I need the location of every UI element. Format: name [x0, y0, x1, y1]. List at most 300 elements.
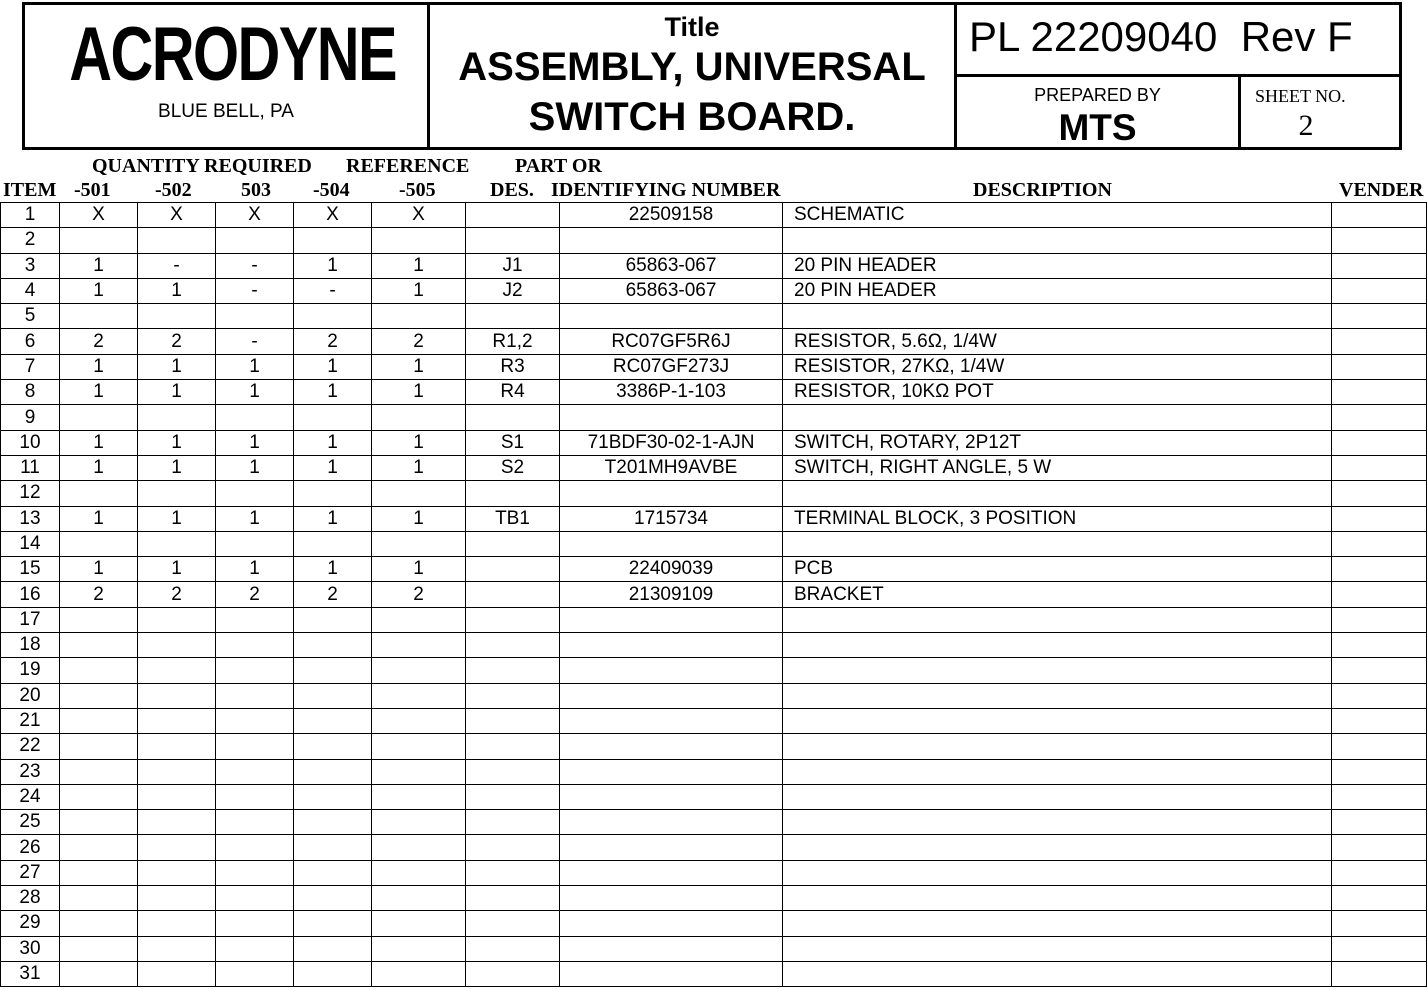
cell-vender	[1332, 430, 1427, 455]
cell-item: 10	[1, 430, 60, 455]
cell-part-number: RC07GF5R6J	[560, 329, 783, 354]
cell-qty-505	[372, 936, 466, 961]
cell-part-number	[560, 708, 783, 733]
table-row	[1, 405, 1427, 430]
cell-qty-504	[294, 759, 372, 784]
cell-item: 2	[1, 228, 60, 253]
cell-qty-503	[216, 835, 294, 860]
cell-description: RESISTOR, 10KΩ POT	[783, 380, 1332, 405]
cell-qty-503: 1	[216, 557, 294, 582]
cell-qty-505: 1	[372, 278, 466, 303]
cell-ref-des	[466, 304, 560, 329]
cell-description	[783, 228, 1332, 253]
cell-qty-503: X	[216, 203, 294, 228]
cell-qty-501: 1	[60, 278, 138, 303]
cell-description: TERMINAL BLOCK, 3 POSITION	[783, 506, 1332, 531]
cell-vender	[1332, 633, 1427, 658]
table-row	[1, 329, 1427, 354]
cell-qty-505	[372, 531, 466, 556]
cell-description	[783, 607, 1332, 632]
cell-qty-502: X	[138, 203, 216, 228]
cell-qty-505: 1	[372, 557, 466, 582]
cell-qty-501: 1	[60, 455, 138, 480]
cell-item: 29	[1, 911, 60, 936]
cell-qty-504	[294, 835, 372, 860]
cell-vender	[1332, 380, 1427, 405]
table-row	[1, 430, 1427, 455]
cell-qty-503	[216, 734, 294, 759]
table-row	[1, 228, 1427, 253]
cell-ref-des	[466, 228, 560, 253]
part-list-box	[957, 5, 1399, 77]
cell-qty-501: 1	[60, 253, 138, 278]
cell-item: 17	[1, 607, 60, 632]
cell-qty-501: 2	[60, 582, 138, 607]
cell-qty-504: 1	[294, 380, 372, 405]
cell-qty-502: 2	[138, 582, 216, 607]
cell-part-number	[560, 961, 783, 986]
cell-ref-des: J1	[466, 253, 560, 278]
company-cell	[25, 5, 430, 147]
cell-ref-des	[466, 810, 560, 835]
cell-vender	[1332, 455, 1427, 480]
cell-qty-505: 2	[372, 329, 466, 354]
title-line-2: SWITCH BOARD.	[528, 95, 856, 139]
cell-description	[783, 784, 1332, 809]
cell-qty-502	[138, 633, 216, 658]
cell-qty-505	[372, 683, 466, 708]
cell-vender	[1332, 557, 1427, 582]
cell-part-number: RC07GF273J	[560, 354, 783, 379]
cell-qty-503: 1	[216, 430, 294, 455]
cell-qty-503	[216, 708, 294, 733]
title-label: Title	[664, 12, 720, 42]
cell-item: 28	[1, 886, 60, 911]
cell-description: RESISTOR, 5.6Ω, 1/4W	[783, 329, 1332, 354]
cell-item: 7	[1, 354, 60, 379]
cell-qty-502	[138, 936, 216, 961]
cell-qty-505: 1	[372, 455, 466, 480]
cell-qty-502: 2	[138, 329, 216, 354]
cell-part-number	[560, 911, 783, 936]
cell-qty-501	[60, 405, 138, 430]
cell-qty-503	[216, 607, 294, 632]
cell-description	[783, 936, 1332, 961]
cell-qty-504	[294, 860, 372, 885]
cell-qty-502	[138, 759, 216, 784]
cell-vender	[1332, 759, 1427, 784]
table-row	[1, 380, 1427, 405]
cell-item: 24	[1, 784, 60, 809]
cell-vender	[1332, 835, 1427, 860]
cell-qty-503: 2	[216, 582, 294, 607]
cell-qty-502: 1	[138, 430, 216, 455]
table-row	[1, 683, 1427, 708]
cell-ref-des: S1	[466, 430, 560, 455]
cell-item: 30	[1, 936, 60, 961]
cell-vender	[1332, 708, 1427, 733]
cell-qty-502	[138, 228, 216, 253]
header-reference: REFERENCE	[346, 155, 470, 177]
cell-description	[783, 759, 1332, 784]
cell-qty-504	[294, 886, 372, 911]
cell-qty-505	[372, 911, 466, 936]
cell-item: 4	[1, 278, 60, 303]
cell-vender	[1332, 304, 1427, 329]
cell-qty-501	[60, 911, 138, 936]
cell-description	[783, 405, 1332, 430]
cell-qty-501	[60, 683, 138, 708]
table-row	[1, 278, 1427, 303]
cell-ref-des	[466, 607, 560, 632]
cell-qty-504	[294, 911, 372, 936]
header-des: DES.	[490, 179, 534, 201]
info-cell	[957, 5, 1399, 147]
cell-qty-504: -	[294, 278, 372, 303]
cell-item: 6	[1, 329, 60, 354]
cell-qty-505: 1	[372, 506, 466, 531]
bom-table	[0, 202, 1427, 987]
cell-vender	[1332, 961, 1427, 986]
table-row	[1, 253, 1427, 278]
cell-qty-501: 1	[60, 354, 138, 379]
cell-item: 22	[1, 734, 60, 759]
cell-qty-501	[60, 961, 138, 986]
cell-vender	[1332, 784, 1427, 809]
table-row	[1, 633, 1427, 658]
table-row	[1, 582, 1427, 607]
cell-ref-des	[466, 784, 560, 809]
cell-ref-des	[466, 203, 560, 228]
company-location: BLUE BELL, PA	[158, 101, 294, 122]
table-row	[1, 936, 1427, 961]
cell-qty-503: 1	[216, 506, 294, 531]
cell-qty-503	[216, 860, 294, 885]
cell-qty-504	[294, 531, 372, 556]
cell-qty-502: 1	[138, 557, 216, 582]
header-504: -504	[313, 179, 350, 201]
table-row	[1, 734, 1427, 759]
cell-item: 20	[1, 683, 60, 708]
cell-qty-503	[216, 810, 294, 835]
cell-ref-des	[466, 405, 560, 430]
cell-qty-501	[60, 481, 138, 506]
cell-item: 14	[1, 531, 60, 556]
cell-qty-503	[216, 784, 294, 809]
cell-vender	[1332, 531, 1427, 556]
cell-qty-502	[138, 911, 216, 936]
cell-item: 31	[1, 961, 60, 986]
cell-part-number	[560, 734, 783, 759]
cell-qty-501	[60, 228, 138, 253]
cell-qty-505	[372, 860, 466, 885]
cell-qty-503	[216, 633, 294, 658]
cell-qty-501	[60, 810, 138, 835]
prepared-by-label: PREPARED BY	[1034, 85, 1161, 105]
cell-item: 16	[1, 582, 60, 607]
cell-vender	[1332, 658, 1427, 683]
cell-vender	[1332, 582, 1427, 607]
cell-description: RESISTOR, 27KΩ, 1/4W	[783, 354, 1332, 379]
table-row	[1, 784, 1427, 809]
cell-qty-503	[216, 759, 294, 784]
cell-qty-504	[294, 633, 372, 658]
bom-table-body	[1, 203, 1427, 987]
table-row	[1, 860, 1427, 885]
cell-part-number	[560, 658, 783, 683]
cell-description: PCB	[783, 557, 1332, 582]
cell-ref-des: J2	[466, 278, 560, 303]
cell-qty-501	[60, 531, 138, 556]
cell-description: SCHEMATIC	[783, 203, 1332, 228]
cell-qty-504: X	[294, 203, 372, 228]
cell-qty-503: 1	[216, 354, 294, 379]
table-row	[1, 708, 1427, 733]
cell-qty-503: 1	[216, 380, 294, 405]
cell-qty-503: -	[216, 329, 294, 354]
table-row	[1, 886, 1427, 911]
cell-part-number	[560, 784, 783, 809]
cell-item: 26	[1, 835, 60, 860]
table-row	[1, 658, 1427, 683]
prepared-by-value: MTS	[1058, 107, 1137, 148]
cell-qty-503: -	[216, 278, 294, 303]
cell-part-number	[560, 228, 783, 253]
cell-ref-des	[466, 961, 560, 986]
table-row	[1, 506, 1427, 531]
cell-ref-des	[466, 708, 560, 733]
cell-ref-des	[466, 658, 560, 683]
cell-qty-501	[60, 304, 138, 329]
cell-qty-505: 1	[372, 253, 466, 278]
cell-vender	[1332, 506, 1427, 531]
header-identifying-number: IDENTIFYING NUMBER	[551, 179, 781, 201]
cell-ref-des	[466, 633, 560, 658]
table-row	[1, 354, 1427, 379]
cell-qty-505	[372, 810, 466, 835]
prepared-by-box	[957, 77, 1241, 147]
cell-qty-505	[372, 886, 466, 911]
cell-description	[783, 633, 1332, 658]
cell-qty-501	[60, 734, 138, 759]
cell-qty-503	[216, 405, 294, 430]
cell-item: 15	[1, 557, 60, 582]
cell-description: SWITCH, ROTARY, 2P12T	[783, 430, 1332, 455]
cell-qty-501: 1	[60, 506, 138, 531]
cell-vender	[1332, 354, 1427, 379]
cell-part-number	[560, 683, 783, 708]
cell-qty-501	[60, 936, 138, 961]
cell-description	[783, 860, 1332, 885]
cell-part-number: 1715734	[560, 506, 783, 531]
cell-part-number: 65863-067	[560, 253, 783, 278]
cell-ref-des	[466, 531, 560, 556]
sheet-label: SHEET NO.	[1255, 86, 1346, 106]
cell-ref-des	[466, 557, 560, 582]
cell-part-number: 3386P-1-103	[560, 380, 783, 405]
cell-qty-502: 1	[138, 278, 216, 303]
cell-vender	[1332, 911, 1427, 936]
cell-qty-504	[294, 936, 372, 961]
cell-qty-504: 1	[294, 455, 372, 480]
cell-qty-505: X	[372, 203, 466, 228]
header-vender: VENDER	[1339, 179, 1424, 201]
cell-item: 18	[1, 633, 60, 658]
header-item: ITEM	[3, 179, 57, 201]
sheet-box	[1241, 77, 1399, 147]
cell-qty-502	[138, 708, 216, 733]
cell-qty-503	[216, 886, 294, 911]
cell-item: 3	[1, 253, 60, 278]
cell-qty-502: 1	[138, 506, 216, 531]
cell-item: 12	[1, 481, 60, 506]
cell-item: 25	[1, 810, 60, 835]
cell-qty-504	[294, 810, 372, 835]
cell-qty-502	[138, 886, 216, 911]
cell-description	[783, 683, 1332, 708]
cell-description	[783, 304, 1332, 329]
cell-qty-504: 1	[294, 557, 372, 582]
header-quantity-required: QUANTITY REQUIRED	[92, 155, 312, 177]
cell-part-number	[560, 405, 783, 430]
table-row	[1, 835, 1427, 860]
cell-qty-501	[60, 860, 138, 885]
cell-qty-505	[372, 784, 466, 809]
cell-vender	[1332, 481, 1427, 506]
cell-part-number	[560, 936, 783, 961]
cell-part-number	[560, 835, 783, 860]
cell-qty-504	[294, 658, 372, 683]
cell-ref-des: TB1	[466, 506, 560, 531]
cell-qty-503	[216, 683, 294, 708]
cell-vender	[1332, 329, 1427, 354]
cell-description	[783, 658, 1332, 683]
cell-ref-des	[466, 835, 560, 860]
cell-description	[783, 481, 1332, 506]
cell-item: 19	[1, 658, 60, 683]
cell-qty-501	[60, 708, 138, 733]
cell-qty-504: 1	[294, 253, 372, 278]
table-row	[1, 810, 1427, 835]
title-block	[22, 2, 1402, 150]
cell-qty-502	[138, 810, 216, 835]
cell-qty-504	[294, 708, 372, 733]
cell-part-number	[560, 759, 783, 784]
cell-vender	[1332, 886, 1427, 911]
cell-item: 5	[1, 304, 60, 329]
cell-part-number	[560, 304, 783, 329]
cell-qty-501	[60, 759, 138, 784]
cell-qty-502: 1	[138, 455, 216, 480]
cell-qty-502: 1	[138, 354, 216, 379]
cell-part-number	[560, 481, 783, 506]
cell-description	[783, 911, 1332, 936]
cell-qty-504: 2	[294, 329, 372, 354]
company-logo: ACRODYNE	[69, 12, 396, 97]
cell-description	[783, 531, 1332, 556]
cell-qty-505	[372, 835, 466, 860]
cell-qty-503	[216, 228, 294, 253]
cell-qty-502	[138, 607, 216, 632]
cell-qty-503	[216, 481, 294, 506]
cell-part-number	[560, 633, 783, 658]
cell-qty-502	[138, 304, 216, 329]
cell-part-number	[560, 860, 783, 885]
cell-qty-502	[138, 734, 216, 759]
cell-description	[783, 810, 1332, 835]
cell-qty-504	[294, 607, 372, 632]
cell-qty-502	[138, 784, 216, 809]
cell-qty-504	[294, 961, 372, 986]
cell-qty-501: 1	[60, 430, 138, 455]
cell-description: BRACKET	[783, 582, 1332, 607]
cell-ref-des: R3	[466, 354, 560, 379]
cell-item: 1	[1, 203, 60, 228]
cell-qty-502: -	[138, 253, 216, 278]
cell-qty-502	[138, 405, 216, 430]
cell-part-number: 22409039	[560, 557, 783, 582]
cell-qty-502	[138, 860, 216, 885]
cell-ref-des	[466, 582, 560, 607]
cell-qty-504: 1	[294, 354, 372, 379]
table-row	[1, 481, 1427, 506]
cell-part-number	[560, 531, 783, 556]
cell-ref-des	[466, 911, 560, 936]
cell-vender	[1332, 607, 1427, 632]
cell-description: 20 PIN HEADER	[783, 253, 1332, 278]
cell-qty-505	[372, 405, 466, 430]
cell-item: 8	[1, 380, 60, 405]
cell-vender	[1332, 860, 1427, 885]
cell-qty-501: X	[60, 203, 138, 228]
table-row	[1, 531, 1427, 556]
cell-qty-501	[60, 633, 138, 658]
cell-qty-502	[138, 658, 216, 683]
cell-vender	[1332, 253, 1427, 278]
cell-qty-504	[294, 784, 372, 809]
cell-part-number: 65863-067	[560, 278, 783, 303]
cell-item: 11	[1, 455, 60, 480]
cell-qty-504	[294, 683, 372, 708]
cell-qty-502	[138, 531, 216, 556]
cell-qty-505: 1	[372, 430, 466, 455]
cell-qty-501: 1	[60, 557, 138, 582]
cell-qty-502	[138, 481, 216, 506]
cell-qty-501	[60, 607, 138, 632]
cell-vender	[1332, 810, 1427, 835]
cell-qty-502	[138, 683, 216, 708]
cell-qty-504	[294, 734, 372, 759]
cell-qty-501: 2	[60, 329, 138, 354]
cell-qty-503	[216, 658, 294, 683]
cell-qty-503	[216, 531, 294, 556]
cell-qty-501	[60, 784, 138, 809]
cell-qty-502: 1	[138, 380, 216, 405]
cell-vender	[1332, 203, 1427, 228]
cell-qty-502	[138, 835, 216, 860]
cell-ref-des	[466, 936, 560, 961]
cell-qty-504	[294, 304, 372, 329]
cell-qty-505	[372, 228, 466, 253]
cell-vender	[1332, 734, 1427, 759]
cell-qty-505	[372, 708, 466, 733]
cell-ref-des: R4	[466, 380, 560, 405]
cell-qty-501	[60, 835, 138, 860]
cell-qty-505	[372, 734, 466, 759]
header-502: -502	[155, 179, 192, 201]
table-row	[1, 607, 1427, 632]
table-row	[1, 911, 1427, 936]
